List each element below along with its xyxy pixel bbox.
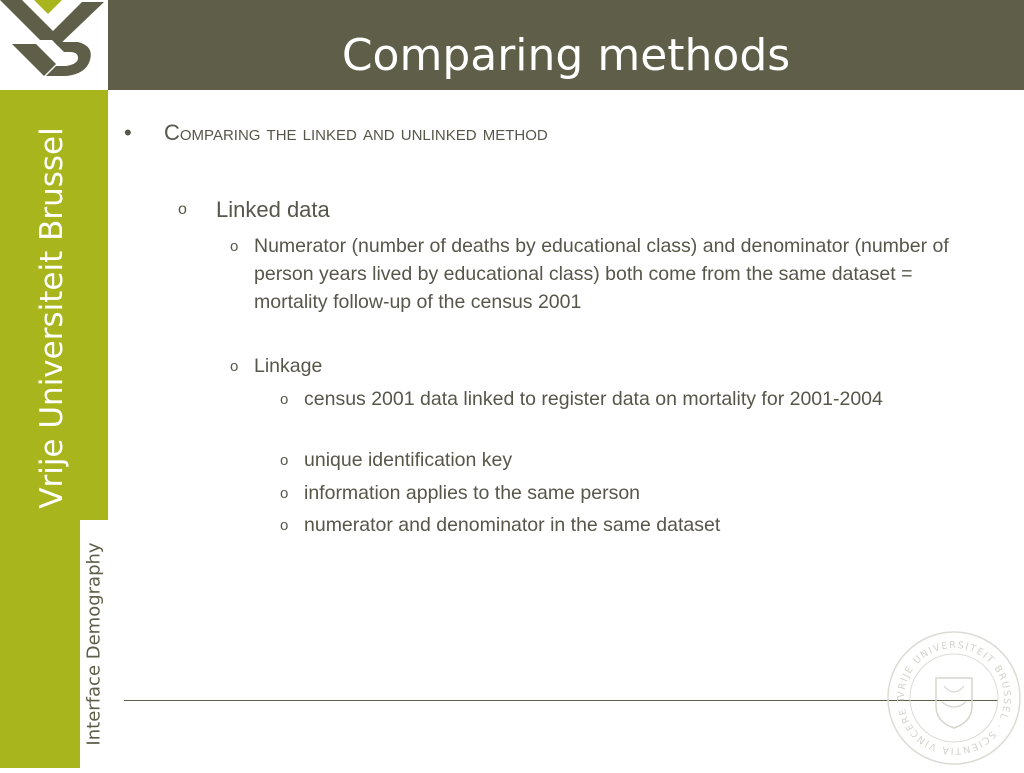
svg-text:VRIJE UNIVERSITEIT BRUSSEL · S: VRIJE UNIVERSITEIT BRUSSEL · SCIENTIA VINCERE T (895, 639, 1013, 757)
bullet-dot: • (124, 120, 132, 145)
list-item-text: numerator and denominator in the same dataset (304, 514, 721, 536)
university-seal-icon (884, 628, 1024, 768)
department-name: Interface Demography (83, 542, 105, 746)
bullet-circle: o (230, 358, 239, 375)
bullet-circle: o (280, 517, 289, 534)
list-item-text: unique identification key (304, 449, 513, 471)
bullet-circle: o (280, 391, 289, 408)
list-item-text: information applies to the same person (304, 482, 641, 504)
linkage-text: Linkage (254, 355, 323, 377)
linked-data-label: Linked data (216, 197, 330, 222)
footer-divider (124, 700, 998, 701)
bullet-circle: o (280, 485, 289, 502)
numerator-text: Numerator (number of deaths by educational class) and denominator (number of person years lived by educational class) both come from the same dataset = mortality follow-up of the census 2001 (254, 235, 949, 313)
slide-title: Comparing methods (341, 30, 791, 81)
list-item-text: census 2001 data linked to register data on mortality for 2001-2004 (304, 388, 883, 410)
university-name: Vrije Universiteit Brussel (34, 127, 70, 509)
bullet-circle: o (280, 452, 289, 469)
bullet-circle: o (230, 238, 239, 255)
bullet-circle: o (178, 201, 187, 218)
heading-text: Comparing the linked and unlinked method (164, 120, 548, 145)
